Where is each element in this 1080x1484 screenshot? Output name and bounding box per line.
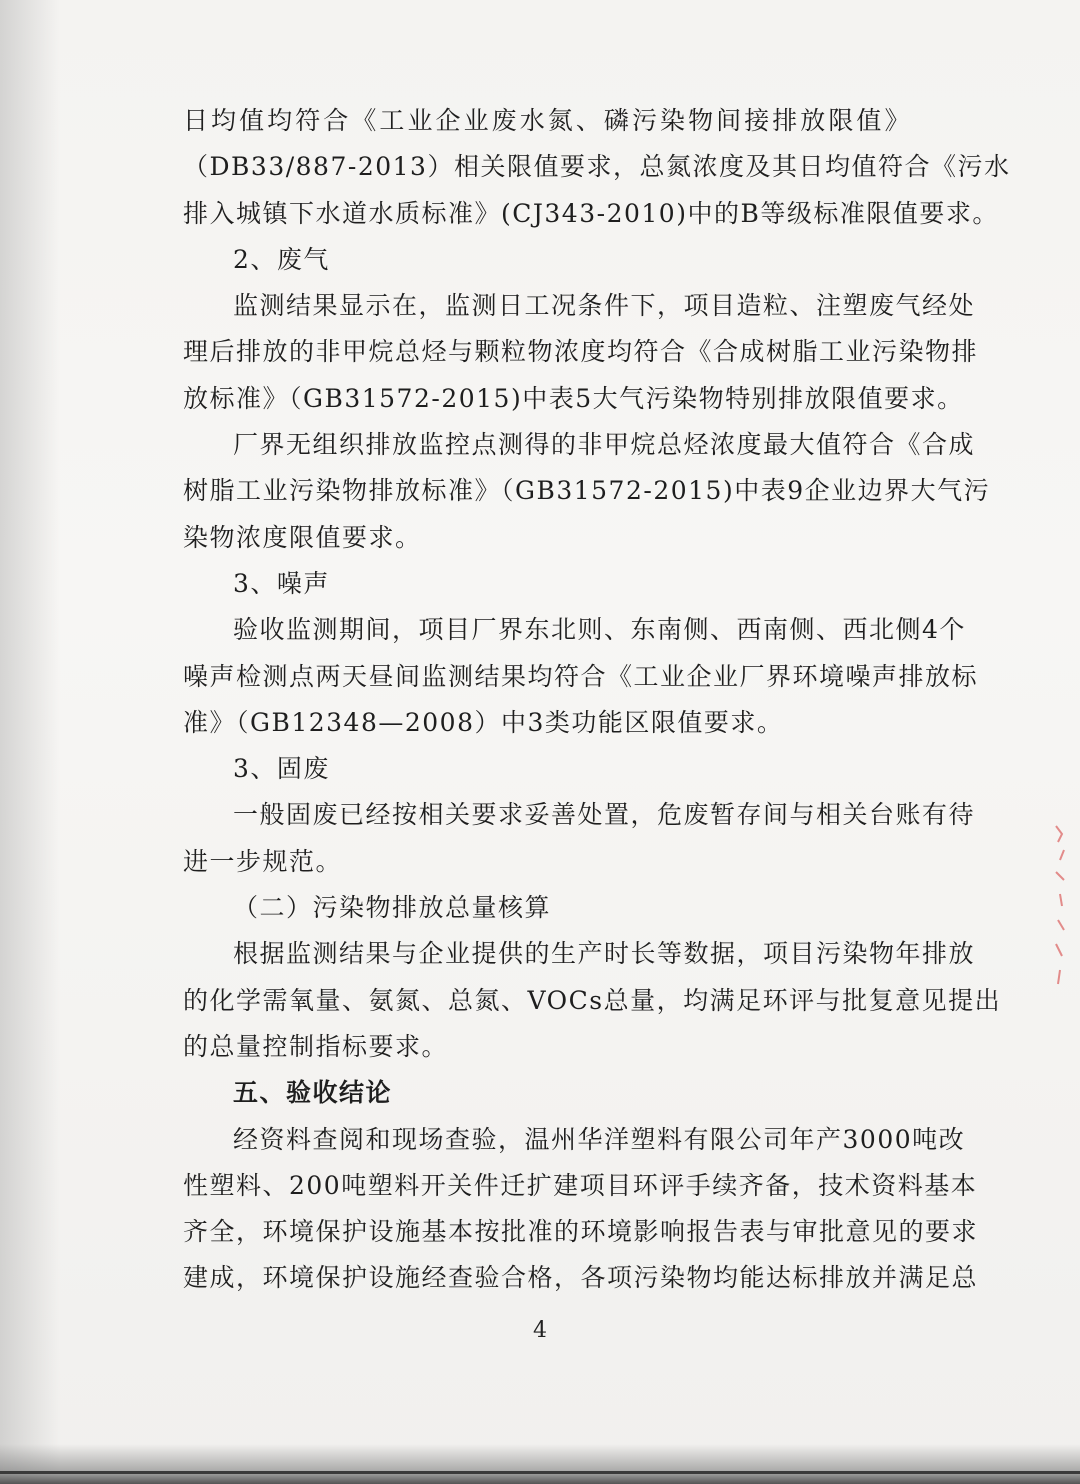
text-line: 监测结果显示在，监测日工况条件下，项目造粒、注塑废气经处 xyxy=(233,291,976,321)
text-line: 一般固废已经按相关要求妥善处置，危废暂存间与相关台账有待 xyxy=(233,800,976,830)
text-line: 根据监测结果与企业提供的生产时长等数据，项目污染物年排放 xyxy=(233,939,976,969)
text-line: 染物浓度限值要求。 xyxy=(183,522,422,552)
text-line: 树脂工业污染物排放标准》（GB31572-2015)中表9企业边界大气污 xyxy=(183,476,991,506)
section-heading-noise: 3、噪声 xyxy=(233,568,330,598)
text-line: 厂界无组织排放监控点测得的非甲烷总烃浓度最大值符合《合成 xyxy=(233,430,976,460)
text-line: 日均值均符合《工业企业废水氮、磷污染物间接排放限值》 xyxy=(183,106,911,135)
text-line: （DB33/887-2013）相关限值要求，总氮浓度及其日均值符合《污水 xyxy=(183,152,1011,182)
red-stamp-edge xyxy=(1050,820,1072,1000)
scan-bottom-line xyxy=(0,1471,1080,1474)
text-line: 的总量控制指标要求。 xyxy=(183,1031,449,1061)
text-line: 放标准》（GB31572-2015)中表5大气污染物特别排放限值要求。 xyxy=(183,383,964,413)
section-heading-total-emission: （二）污染物排放总量核算 xyxy=(233,893,552,923)
page-number: 4 xyxy=(533,1318,547,1343)
text-line: 理后排放的非甲烷总烃与颗粒物浓度均符合《合成树脂工业污染物排 xyxy=(183,337,979,367)
scan-bottom-edge xyxy=(0,1444,1080,1484)
text-line: 建成，环境保护设施经查验合格，各项污染物均能达标排放并满足总 xyxy=(183,1263,979,1293)
section-heading-conclusion: 五、验收结论 xyxy=(233,1078,393,1108)
text-line: 经资料查阅和现场查验，温州华洋塑料有限公司年产3000吨改 xyxy=(233,1124,966,1154)
document-body xyxy=(183,98,1011,1302)
text-line: 齐全，环境保护设施基本按批准的环境影响报告表与审批意见的要求 xyxy=(183,1217,979,1247)
scan-edge-shadow xyxy=(0,0,60,1484)
text-line: 性塑料、200吨塑料开关件迁扩建项目环评手续齐备，技术资料基本 xyxy=(183,1170,978,1200)
text-line: 排入城镇下水道水质标准》(CJ343-2010)中的B等级标准限值要求。 xyxy=(183,198,999,228)
text-line: 验收监测期间，项目厂界东北则、东南侧、西南侧、西北侧4个 xyxy=(233,615,966,645)
stamp-mark-graphic xyxy=(1050,820,1072,1000)
text-line: 准》（GB12348—2008）中3类功能区限值要求。 xyxy=(183,707,784,737)
text-line: 进一步规范。 xyxy=(183,846,343,876)
text-line: 噪声检测点两天昼间监测结果均符合《工业企业厂界环境噪声排放标 xyxy=(183,661,979,691)
section-heading-waste-gas: 2、废气 xyxy=(233,244,330,274)
text-line: 的化学需氧量、氨氮、总氮、VOCs总量，均满足环评与批复意见提出 xyxy=(183,985,1002,1015)
section-heading-solid-waste: 3、固废 xyxy=(233,754,330,784)
